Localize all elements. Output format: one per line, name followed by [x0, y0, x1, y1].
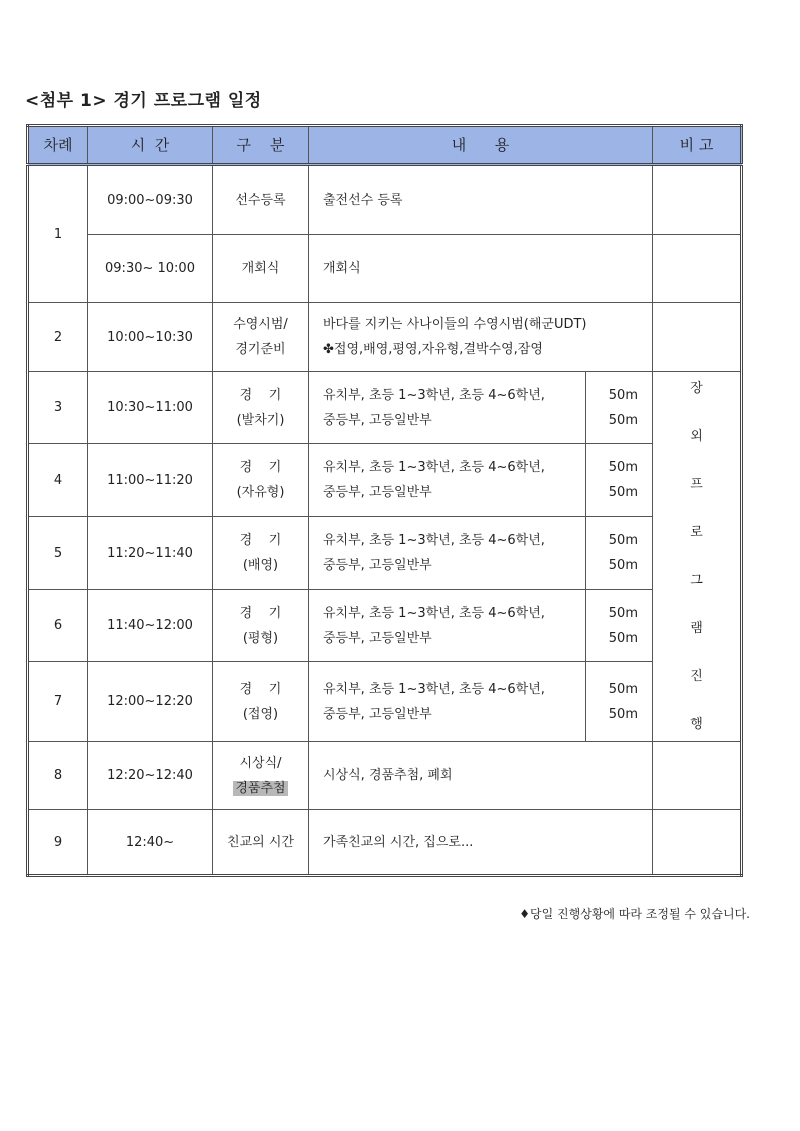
table-row	[28, 303, 742, 372]
row-order: 6	[28, 590, 88, 662]
category-line: (발차기)	[236, 412, 285, 428]
category-line	[213, 776, 308, 801]
content-line: 중등부, 고등일반부	[323, 558, 432, 573]
highlighted-text: 경품추첨	[235, 780, 286, 796]
remark-char: 램	[690, 621, 703, 636]
content-line: 바다를 지키는 사나이들의 수영시범(해군UDT)	[323, 317, 587, 332]
remark-char: 장	[690, 381, 703, 396]
row-category	[213, 517, 309, 590]
row-remarks	[653, 810, 742, 876]
row-category: 친교의 시간	[213, 810, 309, 876]
row-content	[309, 662, 586, 742]
row-time: 12:20~12:40	[88, 742, 213, 810]
category-line: 경 기	[239, 681, 282, 697]
row-time: 10:00~10:30	[88, 303, 213, 372]
category-line: (배영)	[242, 558, 279, 573]
row-time: 11:20~11:40	[88, 517, 213, 590]
distance-value: 50m	[608, 605, 638, 621]
category-line: 수영시범/	[233, 317, 288, 332]
content-line: 유치부, 초등 1~3학년, 초등 4~6학년,	[323, 605, 545, 621]
distance-value: 50m	[608, 485, 638, 500]
remark-char: 프	[690, 477, 703, 492]
row-category	[213, 372, 309, 444]
row-distance	[586, 517, 653, 590]
content-line: 유치부, 초등 1~3학년, 초등 4~6학년,	[323, 387, 545, 403]
table-row	[28, 372, 742, 444]
row-time: 12:00~12:20	[88, 662, 213, 742]
row-content	[309, 444, 586, 517]
distance-value: 50m	[608, 630, 638, 646]
category-line: 경 기	[239, 387, 282, 403]
row-order: 7	[28, 662, 88, 742]
row-distance	[586, 662, 653, 742]
header-remarks: 비 고	[653, 126, 742, 165]
row-category	[213, 303, 309, 372]
row-content	[309, 303, 653, 372]
row-time: 09:30~ 10:00	[88, 235, 213, 303]
distance-value: 50m	[608, 558, 638, 573]
content-line: 중등부, 고등일반부	[323, 706, 432, 722]
distance-value: 50m	[608, 460, 638, 475]
header-order: 차례	[28, 126, 88, 165]
row-content: 개회식	[309, 235, 653, 303]
table-row	[28, 165, 742, 235]
row-order: 8	[28, 742, 88, 810]
row-time: 12:40~	[88, 810, 213, 876]
row-remarks	[653, 235, 742, 303]
category-line: 경기준비	[235, 342, 286, 357]
footnote: ♦당일 진행상황에 따라 조정될 수 있습니다.	[519, 907, 750, 921]
row-content	[309, 372, 586, 444]
row-order: 1	[28, 165, 88, 303]
distance-value: 50m	[608, 533, 638, 548]
row-content: 시상식, 경품추첨, 폐회	[309, 742, 653, 810]
category-line: 시상식/	[239, 755, 282, 771]
content-line: 유치부, 초등 1~3학년, 초등 4~6학년,	[323, 460, 545, 475]
category-line: 경 기	[239, 460, 282, 475]
category-line: (자유형)	[236, 485, 285, 500]
category-line: (접영)	[242, 706, 279, 722]
row-category	[213, 444, 309, 517]
content-line: 유치부, 초등 1~3학년, 초등 4~6학년,	[323, 681, 545, 697]
row-order: 9	[28, 810, 88, 876]
schedule-table	[26, 124, 743, 877]
header-time: 시 간	[88, 126, 213, 165]
table-row	[28, 235, 742, 303]
content-line: 유치부, 초등 1~3학년, 초등 4~6학년,	[323, 533, 545, 548]
row-time: 11:00~11:20	[88, 444, 213, 517]
table-row	[28, 742, 742, 810]
table-row	[28, 810, 742, 876]
header-row	[28, 126, 742, 165]
table-row	[28, 590, 742, 662]
row-remarks	[653, 303, 742, 372]
remark-char: 그	[690, 573, 703, 588]
row-time: 09:00~09:30	[88, 165, 213, 235]
category-line: (평형)	[242, 630, 279, 646]
row-category	[213, 662, 309, 742]
table-row	[28, 517, 742, 590]
row-order: 3	[28, 372, 88, 444]
page-title: <첨부 1> 경기 프로그램 일정	[25, 91, 262, 111]
remark-char: 로	[690, 525, 703, 540]
row-content: 가족친교의 시간, 집으로...	[309, 810, 653, 876]
row-remarks	[653, 742, 742, 810]
row-time: 11:40~12:00	[88, 590, 213, 662]
distance-value: 50m	[608, 412, 638, 428]
category-line: 경 기	[239, 533, 282, 548]
distance-value: 50m	[608, 706, 638, 722]
row-distance	[586, 590, 653, 662]
header-category: 구 분	[213, 126, 309, 165]
category-line: 경 기	[239, 605, 282, 621]
table-row	[28, 444, 742, 517]
row-category	[213, 590, 309, 662]
row-category: 개회식	[213, 235, 309, 303]
remark-char: 진	[690, 669, 703, 684]
row-content	[309, 590, 586, 662]
row-remarks	[653, 165, 742, 235]
row-distance	[586, 444, 653, 517]
row-order: 5	[28, 517, 88, 590]
remark-char: 외	[690, 429, 703, 444]
distance-value: 50m	[608, 387, 638, 403]
row-content	[309, 517, 586, 590]
content-line: 중등부, 고등일반부	[323, 630, 432, 646]
table-row	[28, 662, 742, 742]
row-distance	[586, 372, 653, 444]
remarks-vertical	[653, 372, 742, 742]
row-content: 출전선수 등록	[309, 165, 653, 235]
remark-char: 행	[690, 717, 703, 732]
row-order: 2	[28, 303, 88, 372]
row-time: 10:30~11:00	[88, 372, 213, 444]
row-category	[213, 742, 309, 810]
row-order: 4	[28, 444, 88, 517]
content-line: 중등부, 고등일반부	[323, 412, 432, 428]
content-line: 중등부, 고등일반부	[323, 485, 432, 500]
distance-value: 50m	[608, 681, 638, 697]
content-line: ✤접영,배영,평영,자유형,결박수영,잠영	[323, 342, 543, 357]
header-content: 내 용	[309, 126, 653, 165]
row-category: 선수등록	[213, 165, 309, 235]
